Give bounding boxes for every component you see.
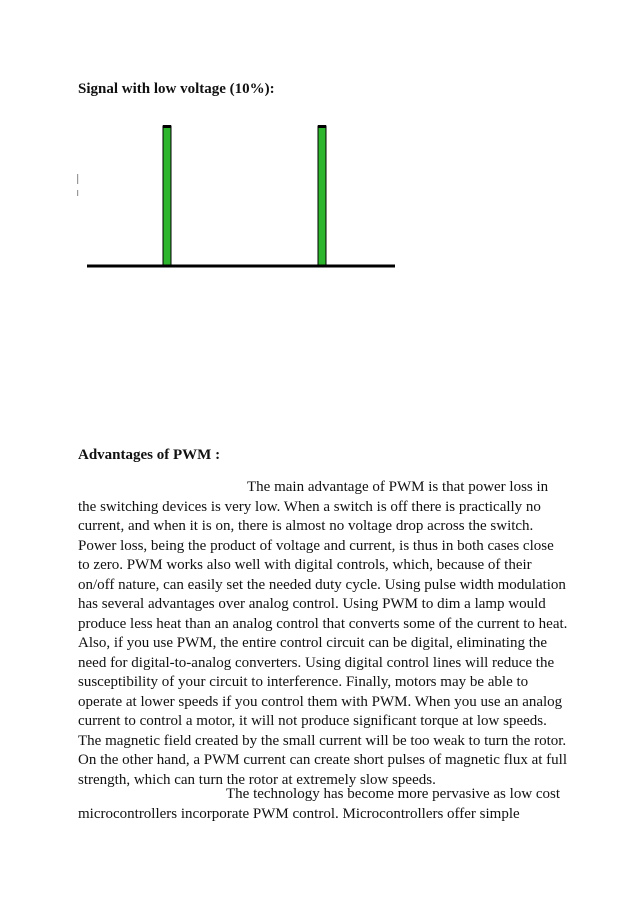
pwm-pulse — [318, 126, 326, 266]
left-edge-mark — [77, 174, 78, 184]
body-paragraph: The main advantage of PWM is that power loss in the switching devices is very low. When a switch is off there is practically no current, and when it is on, there is almost no voltage drop across the switch. Power loss, being the product of voltage and current, is thus in both cases close to zero. PWM works also well with digital controls, which, because of their on/off nature, can easily set the needed duty cycle. Using pulse width modulation has several advantages over analog control. Using PWM to dim a lamp would produce less heat than an analog control that converts some of the current to heat. Also, if you use PWM, the entire control circuit can be digital, eliminating the need for digital-to-analog converters. Using digital control lines will reduce the susceptibility of your circuit to interference. Finally, motors may be able to operate at lower speeds if you control them with PWM. When you use an analog current to control a motor, it will not produce significant torque at low speeds. The magnetic field created by the small current will be too weak to turn the rotor. On the other hand, a PWM current can create short pulses of magnetic flux at full strength, which can turn the rotor at extremely slow speeds. — [78, 479, 568, 788]
pulse-group — [163, 125, 326, 266]
left-edge-mark — [77, 190, 78, 196]
pwm-signal-figure — [0, 110, 420, 280]
body-paragraph: The technology has become more pervasive as low cost microcontrollers incorporate PWM control. Microcontrollers offer simple — [78, 786, 561, 822]
signal-heading: Signal with low voltage (10%): — [78, 81, 275, 97]
pwm-pulse — [163, 126, 171, 266]
pwm-pulse-cap — [318, 125, 326, 128]
pwm-pulse-cap — [163, 125, 171, 128]
advantages-heading: Advantages of PWM : — [78, 447, 221, 463]
